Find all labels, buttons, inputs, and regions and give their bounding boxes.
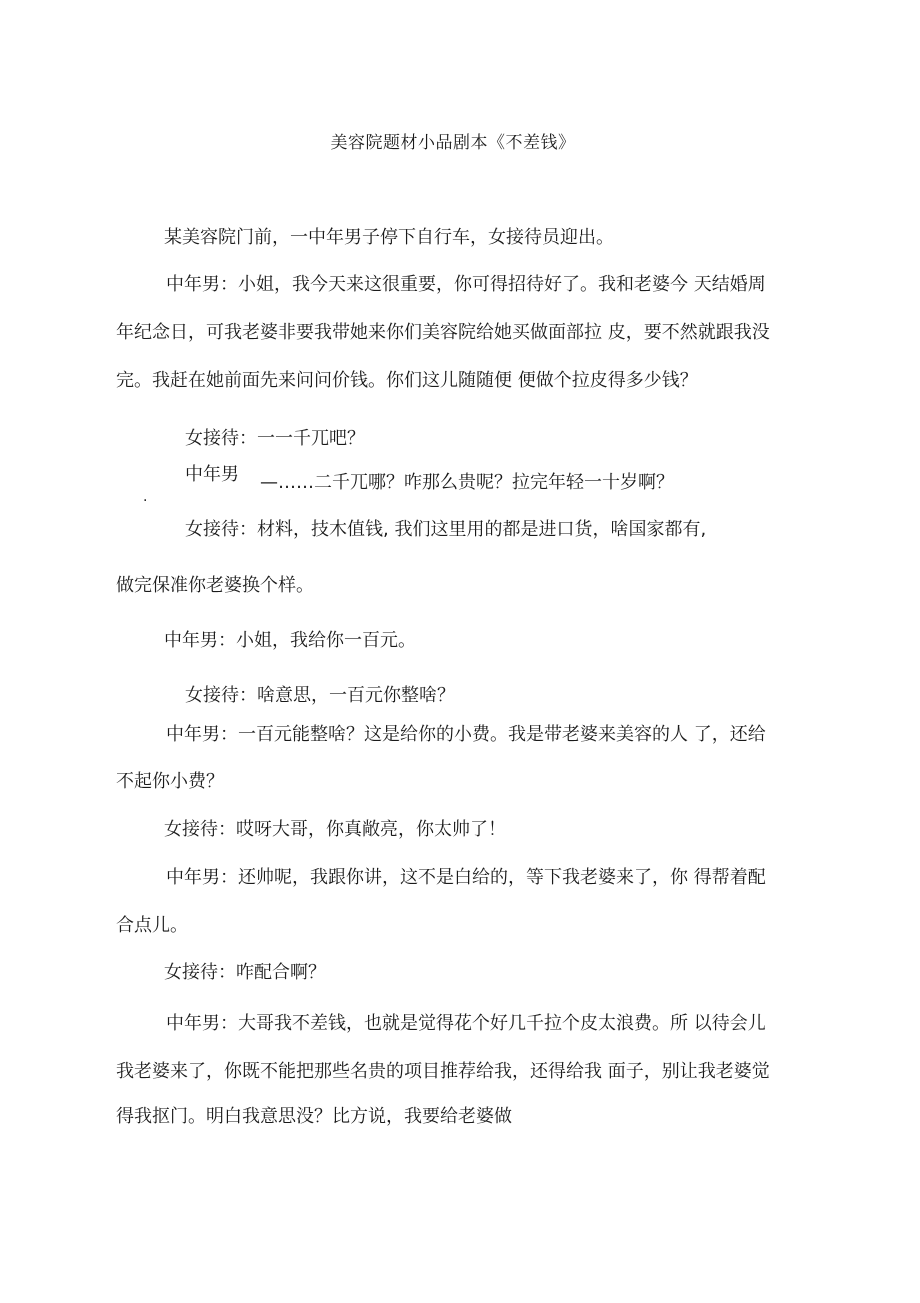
dialogue-line: —……二千兀哪？咋那么贵呢？拉完年轻一十岁啊？	[260, 472, 674, 493]
stray-mark: .	[143, 489, 148, 505]
dialogue-line: 女接待：啥意思，一百元你整啥？	[185, 685, 455, 706]
speaker-label: 中年男	[185, 464, 239, 485]
dialogue-line: 做完保准你老婆换个样。	[116, 575, 314, 596]
dialogue-line: 中年男：小姐，我给你一百元。	[164, 630, 416, 651]
dialogue-line: 得我抠门。明白我意思没？比方说，我要给老婆做	[116, 1106, 512, 1127]
dialogue-line: 女接待：材料，技木值钱, 我们这里用的都是进口货，啥国家都有,	[185, 519, 707, 540]
dialogue-line: 女接待：一一千兀吧？	[185, 428, 365, 449]
dialogue-line: 中年男：还帅呢，我跟你讲，这不是白给的，等下我老婆来了，你 得帮着配	[166, 867, 766, 888]
dialogue-line: 中年男：小姐，我今天来这很重要，你可得招待好了。我和老婆今 天结婚周	[166, 274, 766, 295]
stage-direction: 某美容院门前，一中年男子停下自行车，女接待员迎出。	[164, 227, 614, 248]
dialogue-line: 中年男：一百元能整啥？这是给你的小费。我是带老婆来美容的人 了，还给	[166, 724, 766, 745]
dialogue-line: 中年男：大哥我不差钱，也就是觉得花个好几千拉个皮太浪费。所 以待会儿	[166, 1013, 766, 1034]
dialogue-line: 合点儿。	[116, 915, 188, 936]
page-title: 美容院题材小品剧本《不差钱》	[330, 133, 576, 153]
dialogue-line: 女接待：哎呀大哥，你真敞亮，你太帅了！	[164, 819, 506, 840]
dialogue-line: 不起你小费？	[116, 771, 224, 792]
dialogue-line: 女接待：咋配合啊？	[164, 962, 326, 983]
dialogue-line: 我老婆来了，你既不能把那些名贵的项目推荐给我，还得给我 面子，别让我老婆觉	[116, 1061, 770, 1082]
dialogue-line: 年纪念日，可我老婆非要我带她来你们美容院给她买做面部拉 皮，要不然就跟我没	[116, 322, 770, 343]
dialogue-line: 完。我赶在她前面先来问问价钱。你们这儿随随便 便做个拉皮得多少钱？	[116, 370, 698, 391]
